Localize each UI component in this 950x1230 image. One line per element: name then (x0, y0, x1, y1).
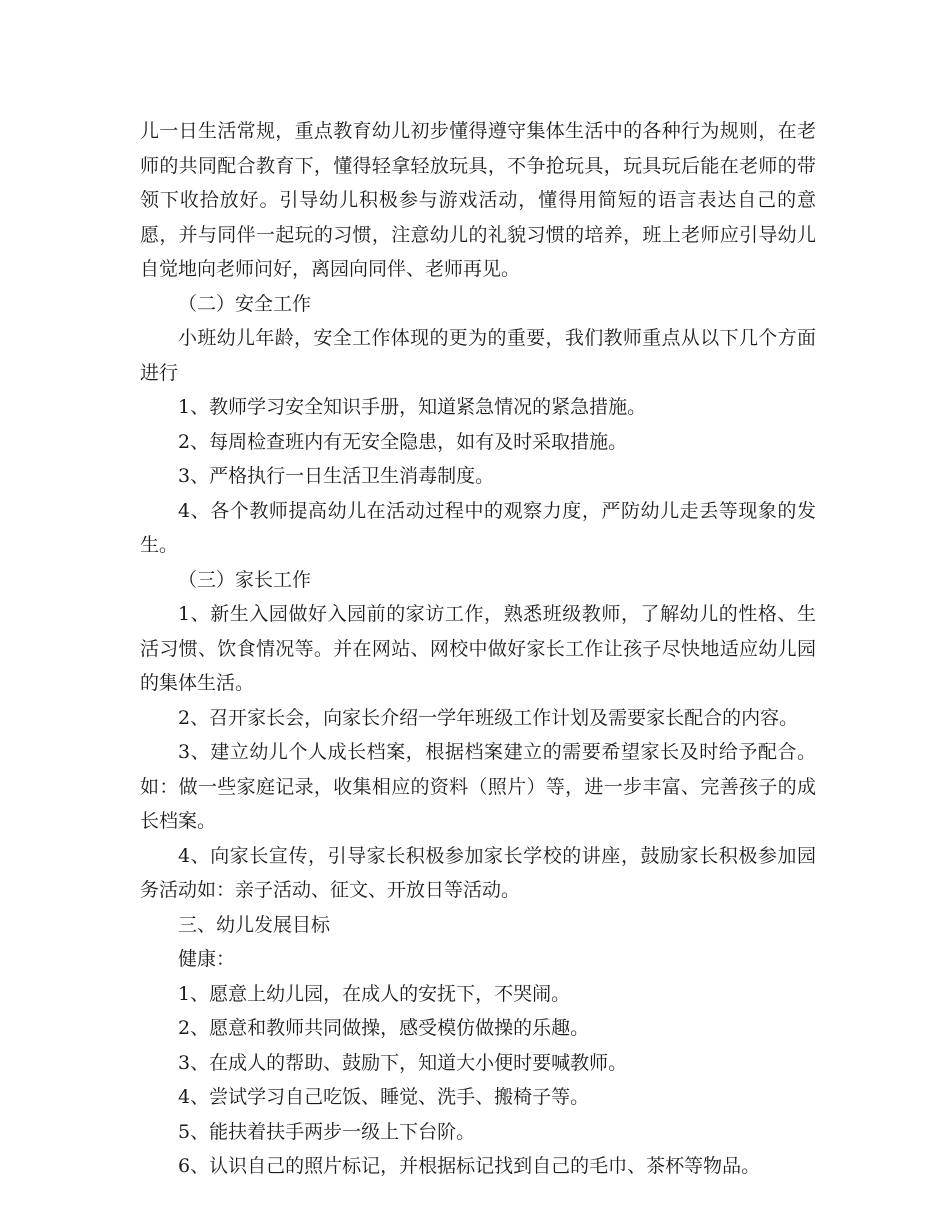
section-heading-safety: （二）安全工作 (178, 292, 312, 315)
list-item-health-4: 4、尝试学习自己吃饭、睡觉、洗手、搬椅子等。 (178, 1086, 590, 1108)
list-item-health-3: 3、在成人的帮助、鼓励下，知道大小便时要喊教师。 (178, 1051, 628, 1074)
list-item-parents-3: 3、建立幼儿个人成长档案，根据档案建立的需要希望家长及时给予配合。如：做一些家庭记录，收集相应的资料（照片）等，进一步丰富、完善孩子的成长档案。 (140, 741, 816, 832)
list-item-parents-1: 1、新生入园做好入园前的家访工作，熟悉班级教师，了解幼儿的性格、生活习惯、饮食情况等。并在网站、网校中做好家长工作让孩子尽快地适应幼儿园的集体生活。 (140, 603, 816, 694)
list-item-health-5: 5、能扶着扶手两步一级上下台阶。 (178, 1120, 476, 1143)
subheading-health: 健康： (178, 948, 236, 970)
list-item-safety-3: 3、严格执行一日生活卫生消毒制度。 (178, 465, 495, 487)
list-item-safety-2: 2、每周检查班内有无安全隐患，如有及时采取措施。 (178, 430, 628, 453)
list-item-parents-4: 4、向家长宣传，引导家长积极参加家长学校的讲座，鼓励家长积极参加园务活动如：亲子活动、征文、开放日等活动。 (140, 844, 816, 901)
list-item-health-2: 2、愿意和教师共同做操，感受模仿做操的乐趣。 (178, 1017, 590, 1039)
list-item-parents-2: 2、召开家长会，向家长介绍一学年班级工作计划及需要家长配合的内容。 (178, 706, 799, 729)
section-heading-parents: （三）家长工作 (178, 568, 312, 591)
section-heading-goals: 三、幼儿发展目标 (178, 913, 331, 936)
document-body (140, 114, 816, 1184)
list-item-safety-4: 4、各个教师提高幼儿在活动过程中的观察力度，严防幼儿走丢等现象的发生。 (140, 499, 816, 556)
list-item-safety-1: 1、教师学习安全知识手册，知道紧急情况的紧急措施。 (178, 396, 647, 418)
list-item-health-6: 6、认识自己的照片标记，并根据标记找到自己的毛巾、茶杯等物品。 (178, 1155, 761, 1177)
list-item-health-1: 1、愿意上幼儿园，在成人的安抚下，不哭闹。 (178, 982, 571, 1005)
paragraph-safety-intro: 小班幼儿年龄，安全工作体现的更为的重要，我们教师重点从以下几个方面进行 (140, 327, 816, 384)
paragraph-daily-routine: 儿一日生活常规，重点教育幼儿初步懂得遵守集体生活中的各种行为规则，在老师的共同配合教育下，懂得轻拿轻放玩具，不争抢玩具，玩具玩后能在老师的带领下收拾放好。引导幼儿积极参与游戏活动，懂得用简短的语言表达自己的意愿，并与同伴一起玩的习惯，注意幼儿的礼貌习惯的培养，班上老师应引导幼儿自觉地向老师问好，离园向同伴、老师再见。 (140, 120, 816, 280)
